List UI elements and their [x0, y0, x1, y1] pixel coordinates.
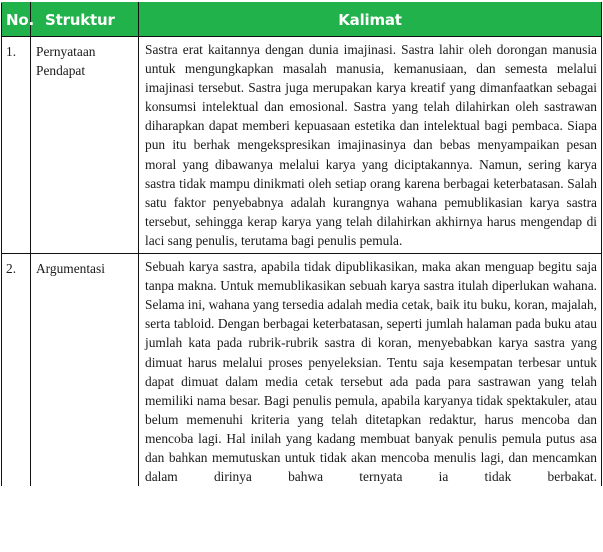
header-row [2, 3, 602, 37]
row-sentence-text: Sebuah karya sastra, apabila tidak dipublikasikan, maka akan menguap begitu saja tanpa makna. Untuk memublikasikan sebuah karya sastra itulah diperlukan wahana. Selama ini, wahana yang tersedia adalah media cetak, baik itu buku, koran, majalah, serta tabloid. Dengan berbagai keterbatasan, seperti jumlah halaman pada buku atau jumlah kata pada rubrik-rubrik sastra di koran, menyebabkan karya sastra yang dimuat harus melalui proses penyeleksian. Tentu saja kesempatan terbesar untuk dapat dimuat dalam media cetak tersebut ada pada para sastrawan yang telah memiliki nama besar. Bagi penulis pemula, apabila karyanya tidak spektakuler, atau belum memenuhi kriteria yang telah ditetapkan redaktur, harus mencoba dan mencoba lagi. Hal inilah yang kadang membuat banyak penulis pemula putus asa dan bahkan memutuskan untuk tidak akan mencoba menulis lagi, dan mencamkan dalam dirinya bahwa ternyata ia tidak berbakat. [139, 254, 602, 487]
row-structure-label: Argumentasi [31, 254, 139, 487]
structure-table [1, 2, 602, 486]
table-body [2, 37, 602, 487]
row-sentence-text: Sastra erat kaitannya dengan dunia imajinasi. Sastra lahir oleh dorongan manusia untuk mengungkapkan masalah manusia, kemanusiaan, dan semesta melalui imajinasi tersebut. Sastra juga merupakan karya kreatif yang dimanfaatkan sebagai konsumsi intelektual dan emosional. Sastra yang telah dilahirkan oleh sastrawan diharapkan dapat memberi kepuasaan estetika dan intelektual bagi pembaca. Siapa pun itu berhak mengekspresikan imajinasinya dan bebas menyampaikan pesan moral yang dibawanya melalui karya yang diciptakannya. Namun, sering karya sastra tidak mampu dinikmati oleh setiap orang karena berbagai keterbatasan. Salah satu faktor penyebabnya adalah kurangnya wahana pemublikasian karya sastra tersebut, sehingga kerap karya yang telah dilahirkan akhirnya harus mengendap di laci sang penulis, terutama bagi penulis pemula. [139, 37, 602, 254]
header-kalimat: Kalimat [139, 3, 602, 37]
table-row [2, 37, 602, 254]
table-header [2, 3, 602, 37]
row-number: 1. [2, 37, 31, 254]
header-no: No. [2, 3, 31, 37]
row-number: 2. [2, 254, 31, 487]
row-structure-label: Pernyataan Pendapat [31, 37, 139, 254]
table-row [2, 254, 602, 487]
header-struktur: Struktur [31, 3, 139, 37]
